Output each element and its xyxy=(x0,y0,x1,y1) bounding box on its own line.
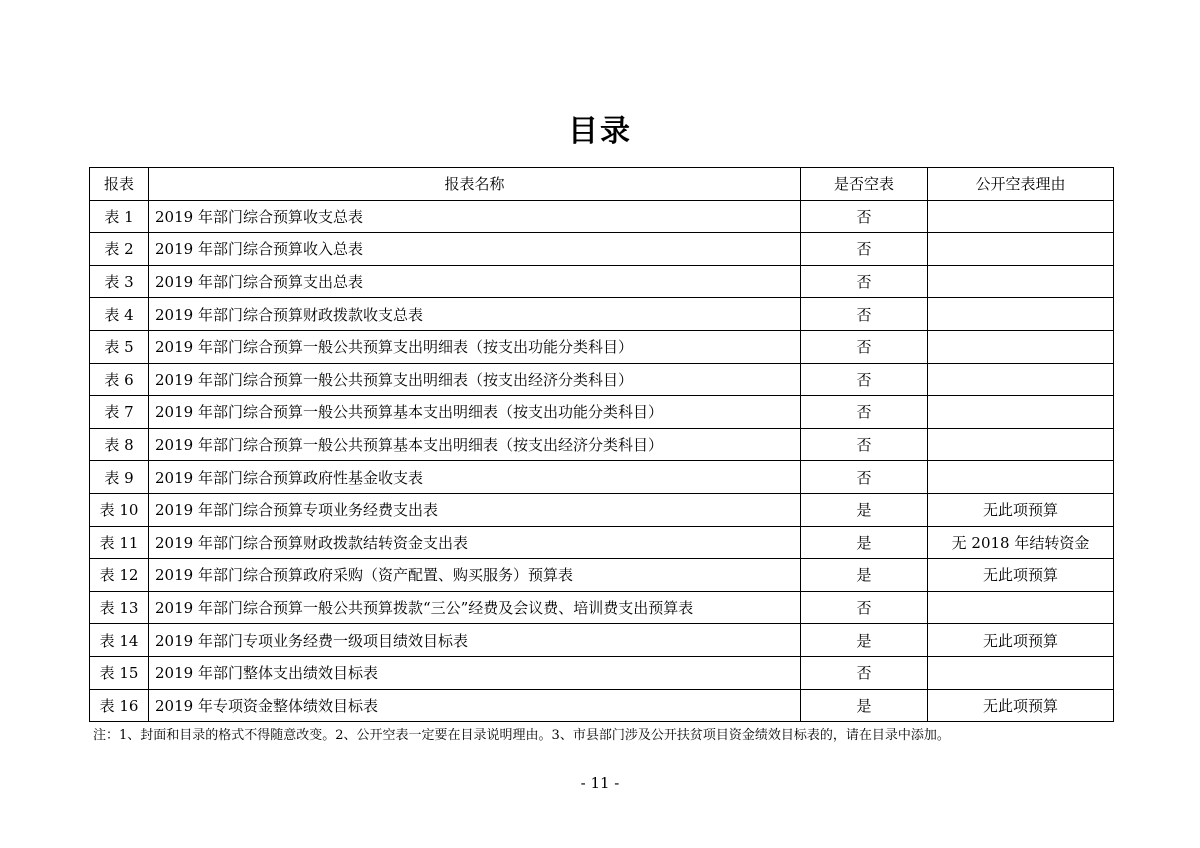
table-row xyxy=(90,330,1114,363)
is-empty-value: 是 xyxy=(801,526,928,559)
empty-reason xyxy=(928,591,1114,624)
empty-reason xyxy=(928,265,1114,298)
is-empty-value: 否 xyxy=(801,396,928,429)
report-name: 2019 年部门综合预算专项业务经费支出表 xyxy=(149,493,801,526)
empty-reason xyxy=(928,428,1114,461)
report-name: 2019 年部门综合预算财政拨款结转资金支出表 xyxy=(149,526,801,559)
is-empty-value: 否 xyxy=(801,591,928,624)
table-row xyxy=(90,396,1114,429)
table-row xyxy=(90,298,1114,331)
is-empty-value: 否 xyxy=(801,233,928,266)
is-empty-value: 否 xyxy=(801,265,928,298)
report-name: 2019 年专项资金整体绩效目标表 xyxy=(149,689,801,722)
table-row xyxy=(90,526,1114,559)
empty-reason: 无此项预算 xyxy=(928,689,1114,722)
is-empty-value: 否 xyxy=(801,330,928,363)
table-row xyxy=(90,656,1114,689)
table-row xyxy=(90,689,1114,722)
is-empty-value: 否 xyxy=(801,656,928,689)
header-report-name: 报表名称 xyxy=(149,168,801,201)
table-header-row xyxy=(90,168,1114,201)
is-empty-value: 是 xyxy=(801,624,928,657)
report-name: 2019 年部门整体支出绩效目标表 xyxy=(149,656,801,689)
page-number: - 11 - xyxy=(580,774,620,792)
table-row xyxy=(90,591,1114,624)
is-empty-value: 否 xyxy=(801,461,928,494)
header-empty-reason: 公开空表理由 xyxy=(928,168,1114,201)
report-name: 2019 年部门综合预算政府采购（资产配置、购买服务）预算表 xyxy=(149,559,801,592)
report-id: 表 7 xyxy=(90,396,149,429)
table-row xyxy=(90,200,1114,233)
report-id: 表 11 xyxy=(90,526,149,559)
is-empty-value: 否 xyxy=(801,428,928,461)
empty-reason xyxy=(928,298,1114,331)
empty-reason xyxy=(928,233,1114,266)
is-empty-value: 否 xyxy=(801,298,928,331)
empty-reason: 无此项预算 xyxy=(928,493,1114,526)
report-id: 表 6 xyxy=(90,363,149,396)
report-id: 表 13 xyxy=(90,591,149,624)
empty-reason: 无此项预算 xyxy=(928,624,1114,657)
table-row xyxy=(90,428,1114,461)
report-id: 表 5 xyxy=(90,330,149,363)
empty-reason xyxy=(928,200,1114,233)
empty-reason: 无此项预算 xyxy=(928,559,1114,592)
empty-reason xyxy=(928,363,1114,396)
report-catalog-table xyxy=(89,167,1114,722)
report-name: 2019 年部门综合预算收支总表 xyxy=(149,200,801,233)
table-row xyxy=(90,624,1114,657)
empty-reason xyxy=(928,656,1114,689)
table-row xyxy=(90,493,1114,526)
table-row xyxy=(90,461,1114,494)
report-name: 2019 年部门综合预算一般公共预算支出明细表（按支出功能分类科目） xyxy=(149,330,801,363)
report-id: 表 9 xyxy=(90,461,149,494)
table-row xyxy=(90,559,1114,592)
table-row xyxy=(90,265,1114,298)
footnote: 注：1、封面和目录的格式不得随意改变。2、公开空表一定要在目录说明理由。3、市县部门涉及公开扶贫项目资金绩效目标表的，请在目录中添加。 xyxy=(93,728,950,743)
report-name: 2019 年部门综合预算一般公共预算支出明细表（按支出经济分类科目） xyxy=(149,363,801,396)
report-name: 2019 年部门专项业务经费一级项目绩效目标表 xyxy=(149,624,801,657)
report-name: 2019 年部门综合预算政府性基金收支表 xyxy=(149,461,801,494)
empty-reason: 无 2018 年结转资金 xyxy=(928,526,1114,559)
table-row xyxy=(90,363,1114,396)
report-name: 2019 年部门综合预算一般公共预算基本支出明细表（按支出功能分类科目） xyxy=(149,396,801,429)
page-title: 目录 xyxy=(568,114,632,149)
report-id: 表 1 xyxy=(90,200,149,233)
report-name: 2019 年部门综合预算一般公共预算基本支出明细表（按支出经济分类科目） xyxy=(149,428,801,461)
is-empty-value: 否 xyxy=(801,363,928,396)
is-empty-value: 是 xyxy=(801,559,928,592)
table-row xyxy=(90,233,1114,266)
report-id: 表 14 xyxy=(90,624,149,657)
empty-reason xyxy=(928,330,1114,363)
report-id: 表 3 xyxy=(90,265,149,298)
is-empty-value: 是 xyxy=(801,493,928,526)
header-report: 报表 xyxy=(90,168,149,201)
report-id: 表 2 xyxy=(90,233,149,266)
report-id: 表 16 xyxy=(90,689,149,722)
report-name: 2019 年部门综合预算收入总表 xyxy=(149,233,801,266)
report-id: 表 15 xyxy=(90,656,149,689)
header-is-empty: 是否空表 xyxy=(801,168,928,201)
report-name: 2019 年部门综合预算财政拨款收支总表 xyxy=(149,298,801,331)
is-empty-value: 是 xyxy=(801,689,928,722)
empty-reason xyxy=(928,396,1114,429)
report-id: 表 8 xyxy=(90,428,149,461)
report-id: 表 10 xyxy=(90,493,149,526)
report-name: 2019 年部门综合预算一般公共预算拨款“三公”经费及会议费、培训费支出预算表 xyxy=(149,591,801,624)
report-id: 表 12 xyxy=(90,559,149,592)
empty-reason xyxy=(928,461,1114,494)
report-id: 表 4 xyxy=(90,298,149,331)
report-name: 2019 年部门综合预算支出总表 xyxy=(149,265,801,298)
is-empty-value: 否 xyxy=(801,200,928,233)
